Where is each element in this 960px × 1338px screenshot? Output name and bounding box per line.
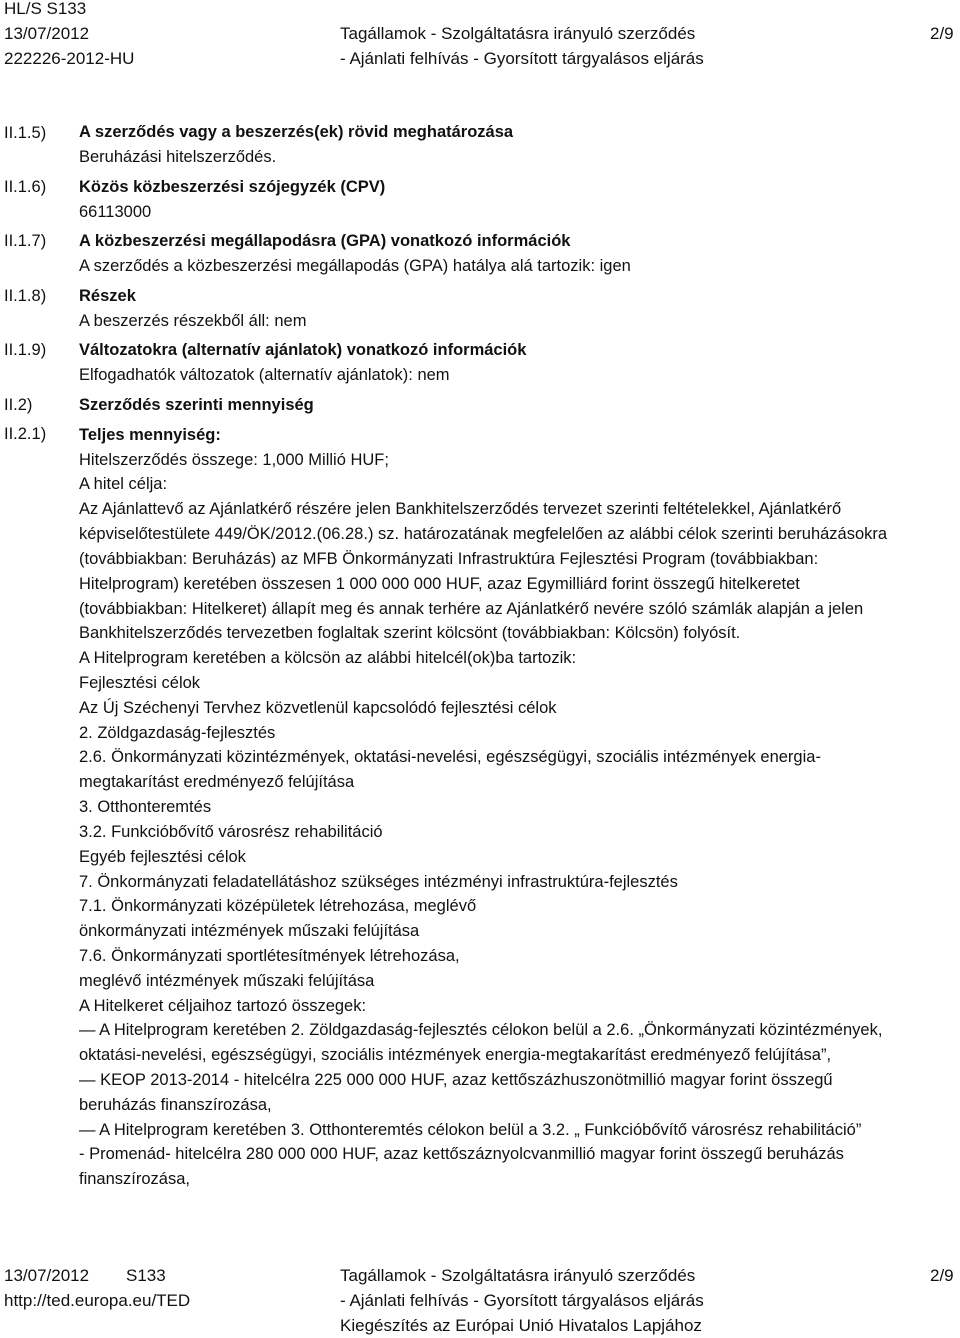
body-line: (továbbiakban: Beruházás) az MFB Önkormányzati Infrastruktúra Fejlesztési Program (továbbiakban: <box>79 550 819 568</box>
header-title-line2: - Ajánlati felhívás - Gyorsított tárgyalásos eljárás <box>340 49 704 68</box>
body-line: A beszerzés részekből áll: nem <box>79 312 307 330</box>
body-line: Az Új Széchenyi Tervhez közvetlenül kapcsolódó fejlesztési célok <box>79 699 557 717</box>
section-heading: A szerződés vagy a beszerzés(ek) rövid meghatározása <box>79 123 514 141</box>
body-line: 7.1. Önkormányzati középületek létrehozása, meglévő <box>79 897 477 915</box>
section-number: II.2.1) <box>4 425 47 443</box>
section-number: II.1.9) <box>4 341 47 359</box>
section-number: II.1.8) <box>4 287 47 305</box>
body-line: oktatási-nevelési, egészségügyi, szociális intézmények energia-megtakarítást eredményező felújítása”, <box>79 1046 832 1064</box>
body-line: 66113000 <box>79 203 152 221</box>
footer-url-link[interactable]: http://ted.europa.eu/TED <box>4 1291 191 1310</box>
footer-title-line3: Kiegészítés az Európai Unió Hivatalos Lapjához <box>340 1316 702 1335</box>
header-title <box>340 21 704 71</box>
header-ref: 222226-2012-HU <box>4 49 135 68</box>
header-doc-code: HL/S S133 <box>4 0 87 18</box>
body-line: — A Hitelprogram keretében 2. Zöldgazdaság-fejlesztés célokon belül a 2.6. „Önkormányzati közintézmények, <box>79 1021 883 1039</box>
footer-title-line1: Tagállamok - Szolgáltatásra irányuló szerződés <box>340 1266 696 1285</box>
body-line: A szerződés a közbeszerzési megállapodás (GPA) hatálya alá tartozik: igen <box>79 257 631 275</box>
body-line: — A Hitelprogram keretében 3. Otthonteremtés célokon belül a 3.2. „ Funkcióbővítő városrész rehabilitáció” <box>79 1121 862 1139</box>
body-line: 2. Zöldgazdaság-fejlesztés <box>79 724 276 742</box>
body-line: 3. Otthonteremtés <box>79 798 212 816</box>
section-number: II.1.6) <box>4 178 47 196</box>
body-line: (továbbiakban: Hitelkeret) állapít meg és annak terhére az Ajánlatkérő nevére szóló számlák alapján a jelen <box>79 600 864 618</box>
body-line: Beruházási hitelszerződés. <box>79 148 277 166</box>
body-line: Bankhitelszerződés tervezetben foglaltak szerint kölcsönt (továbbiakban: Kölcsön) folyósít. <box>79 624 741 642</box>
body-line: 2.6. Önkormányzati közintézmények, oktatási-nevelési, egészségügyi, szociális intézmények energia- <box>79 748 821 766</box>
section-number: II.1.7) <box>4 232 47 250</box>
body-line: Egyéb fejlesztési célok <box>79 848 246 866</box>
body-line: A hitel célja: <box>79 475 168 493</box>
body-line: önkormányzati intézmények műszaki felújítása <box>79 922 420 940</box>
body-line: Az Ajánlattevő az Ajánlatkérő részére jelen Bankhitelszerződés tervezet szerinti feltételekkel, Ajánlatkérő <box>79 500 842 518</box>
body-line: 7. Önkormányzati feladatellátáshoz szükséges intézményi infrastruktúra-fejlesztés <box>79 873 678 891</box>
body-line: meglévő intézmények műszaki felújítása <box>79 972 375 990</box>
body-line: Fejlesztési célok <box>79 674 201 692</box>
header-date: 13/07/2012 <box>4 24 90 43</box>
footer-page-number: 2/9 <box>930 1266 954 1285</box>
body-line: Elfogadhatók változatok (alternatív ajánlatok): nem <box>79 366 450 384</box>
footer-title-line2: - Ajánlati felhívás - Gyorsított tárgyalásos eljárás <box>340 1291 704 1310</box>
body-line: A Hitelkeret céljaihoz tartozó összegek: <box>79 997 367 1015</box>
body-line: képviselőtestülete 449/ÖK/2012.(06.28.) sz. határozatának megfelelően az alábbi célok szerinti beruházásokra <box>79 525 888 543</box>
body-line: - Promenád- hitelcélra 280 000 000 HUF, azaz kettőszáznyolcvanmillió magyar forint összegű beruházás <box>79 1145 844 1163</box>
footer-code: S133 <box>126 1266 166 1285</box>
section-heading: Teljes mennyiség: <box>79 426 221 444</box>
section-heading: Közös közbeszerzési szójegyzék (CPV) <box>79 178 386 196</box>
body-line: 3.2. Funkcióbővítő városrész rehabilitáció <box>79 823 383 841</box>
section-heading: Változatokra (alternatív ajánlatok) vonatkozó információk <box>79 341 527 359</box>
section-heading: Szerződés szerinti mennyiség <box>79 396 314 414</box>
header-meta <box>4 0 134 71</box>
section-number: II.2) <box>4 396 33 414</box>
section-heading: Részek <box>79 287 136 305</box>
section-number: II.1.5) <box>4 124 47 142</box>
body-line: 7.6. Önkormányzati sportlétesítmények létrehozása, <box>79 947 460 965</box>
body-line: beruházás finanszírozása, <box>79 1096 272 1114</box>
body-line: megtakarítást eredményező felújítása <box>79 773 355 791</box>
footer-title <box>340 1263 704 1338</box>
body-line: A Hitelprogram keretében a kölcsön az alábbi hitelcél(ok)ba tartozik: <box>79 649 577 667</box>
body-line: — KEOP 2013-2014 - hitelcélra 225 000 000 HUF, azaz kettőszázhuszonötmillió magyar forint összegű <box>79 1071 833 1089</box>
section-heading: A közbeszerzési megállapodásra (GPA) vonatkozó információk <box>79 232 571 250</box>
header-title-line1: Tagállamok - Szolgáltatásra irányuló szerződés <box>340 24 696 43</box>
body-line: finanszírozása, <box>79 1170 190 1188</box>
header-page-number: 2/9 <box>930 24 954 43</box>
footer-date: 13/07/2012 <box>4 1266 90 1285</box>
body-line: Hitelszerződés összege: 1,000 Millió HUF; <box>79 451 389 469</box>
body-line: Hitelprogram) keretében összesen 1 000 000 000 HUF, azaz Egymilliárd forint összegű hitelkeretet <box>79 575 800 593</box>
